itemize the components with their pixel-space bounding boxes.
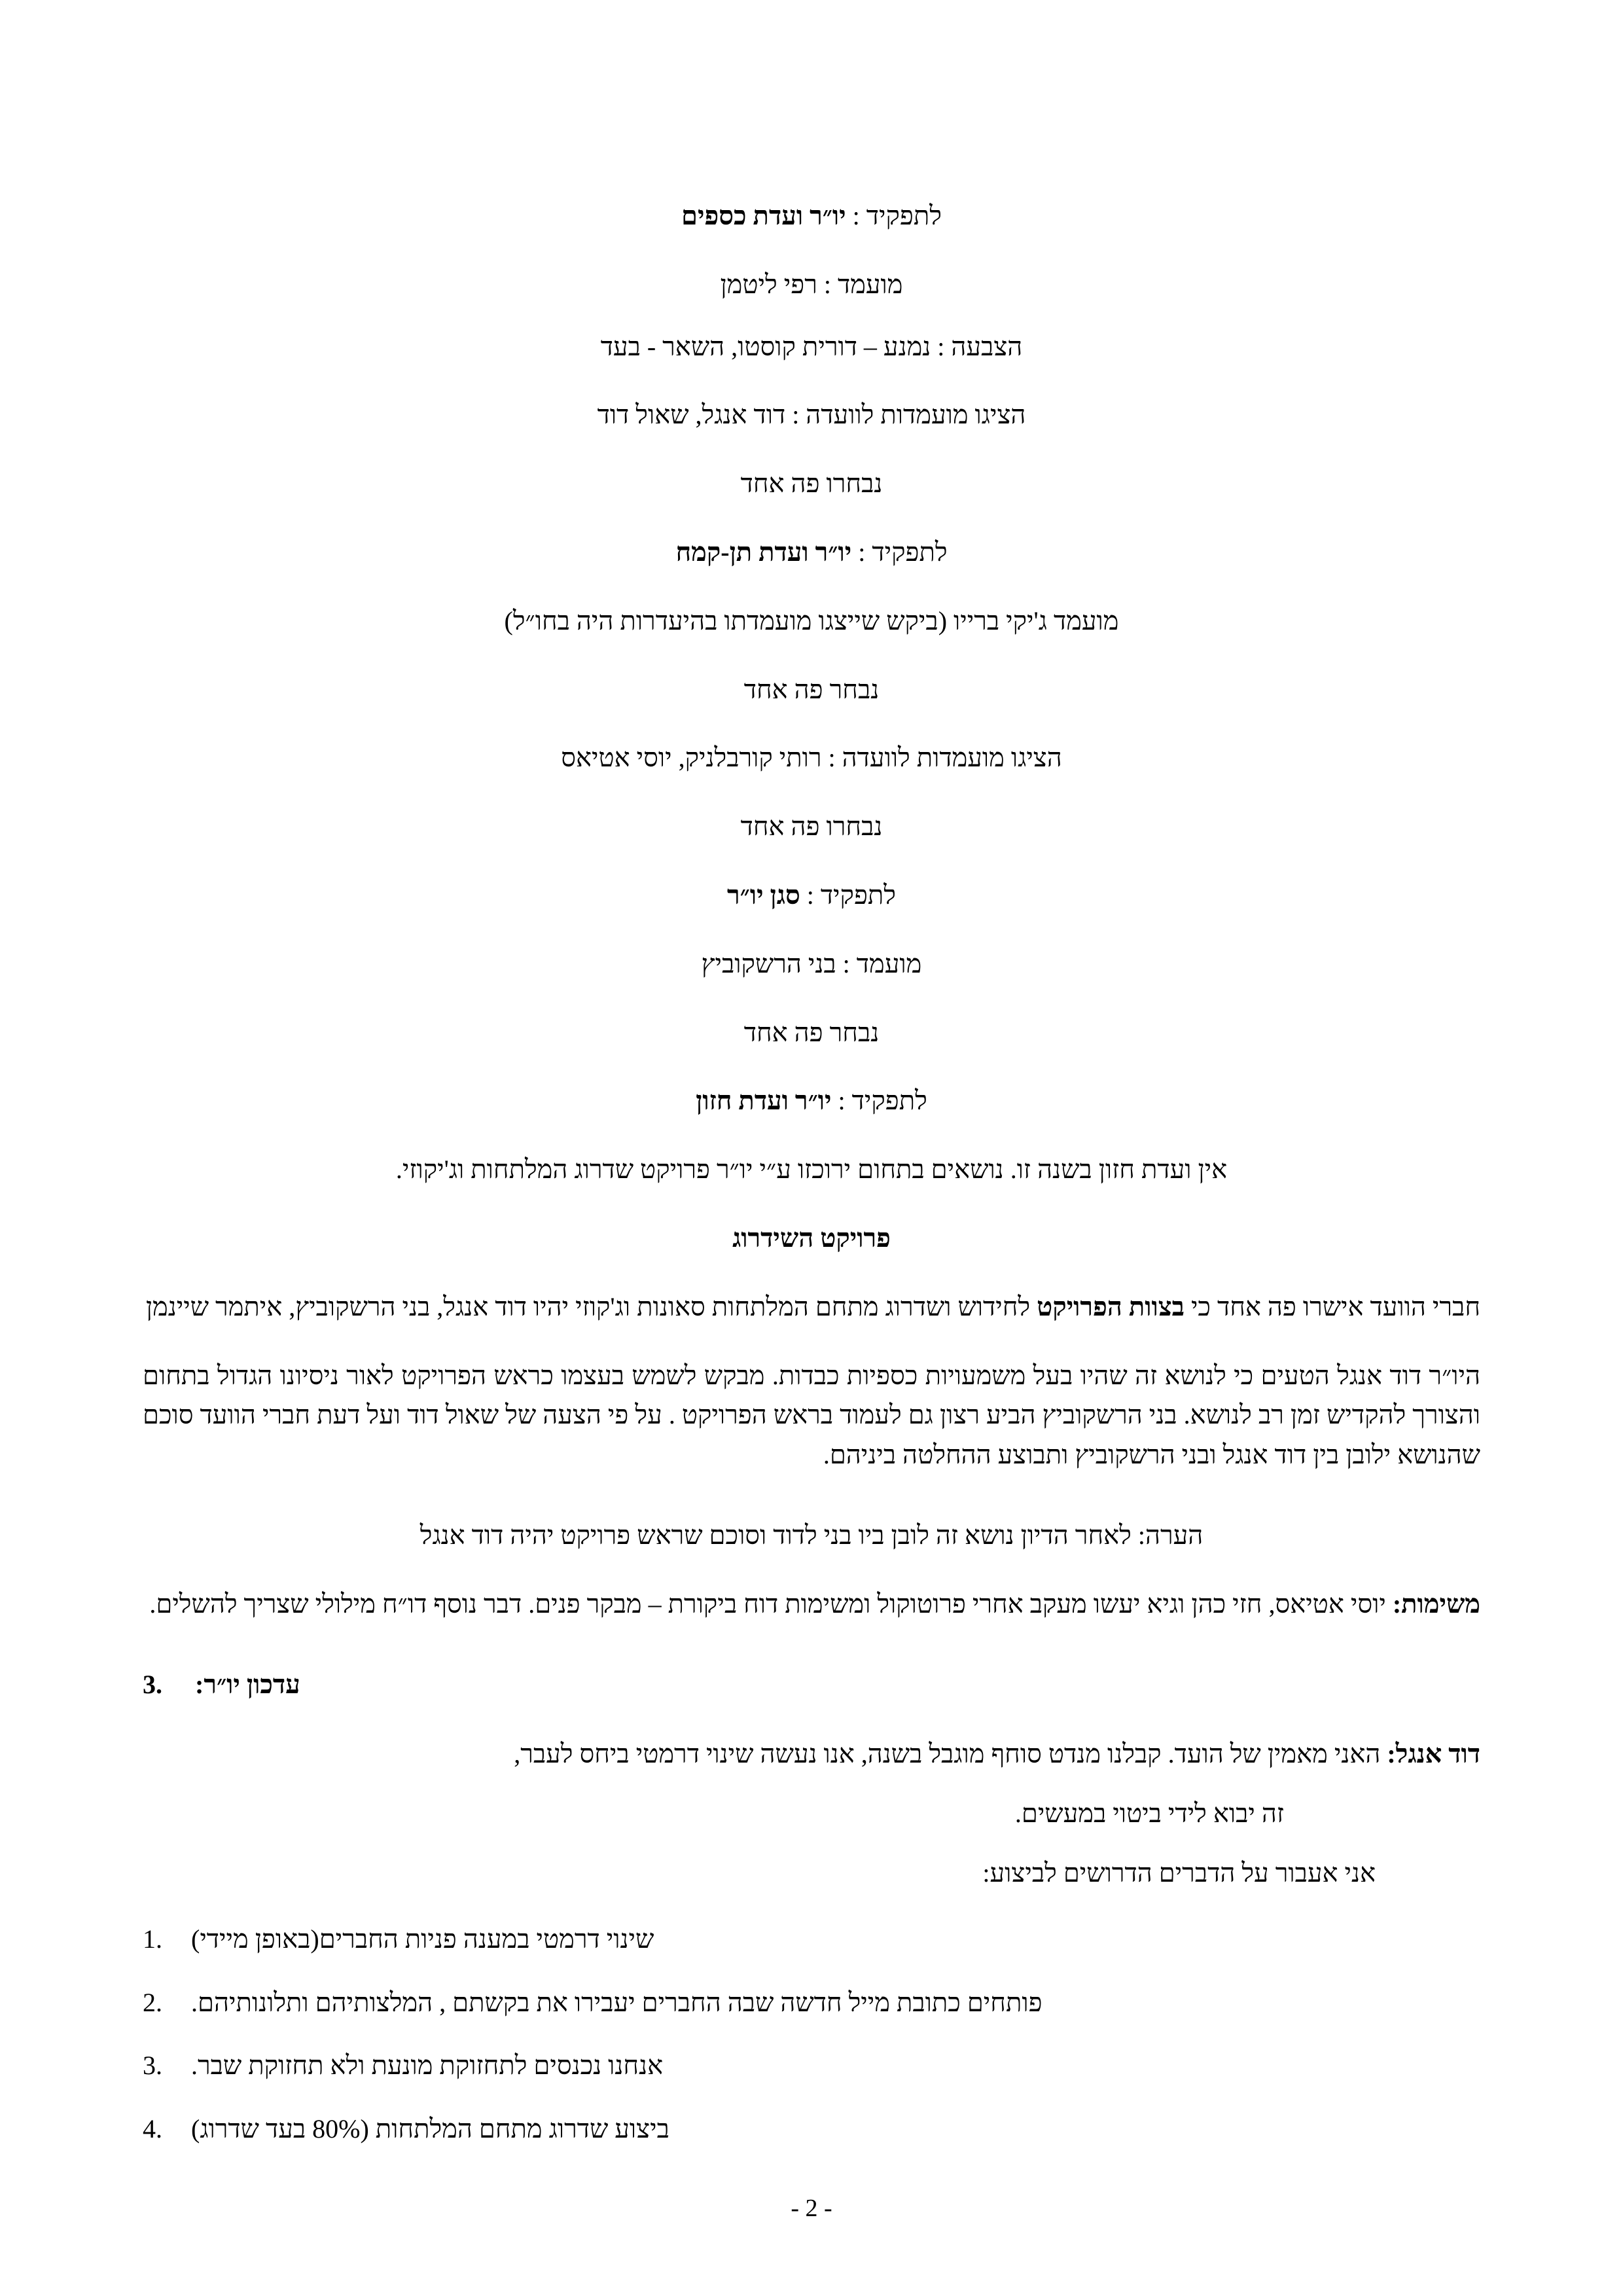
upgrade-p1-before: חברי הוועד אישרו פה אחד כי xyxy=(1184,1291,1480,1321)
finance-role-line xyxy=(143,196,1480,236)
chair-update-speaker-text: האני מאמין של הועד. קבלנו מנדט סוחף מוגבל בשנה, אנו נעשה שינוי דרמטי ביחס לעבר, xyxy=(514,1739,1387,1769)
tenkemach-result-1: נבחר פה אחד xyxy=(743,674,880,704)
tasks-text: יוסי אטיאס, חזי כהן וגיא יעשו מעקב אחרי פרוטוקול ומשימות דוח ביקורת – מבקר פנים. דבר נוסף דו״ח מילולי שצריך להשלים. xyxy=(149,1588,1393,1619)
vision-body: אין ועדת חזון בשנה זו. נושאים בתחום ירוכזו ע״י יו״ר פרויקט שדרוג המלתחות וג'יקוזי. xyxy=(395,1155,1228,1185)
vision-role-line xyxy=(143,1081,1480,1121)
tenkemach-role-label: לתפקיד : xyxy=(851,537,948,567)
upgrade-project-paragraph-1 xyxy=(143,1287,1480,1327)
list-item-marker: 2. xyxy=(143,1987,162,2017)
chair-update-heading xyxy=(143,1665,1480,1705)
deputy-role-label: לתפקיד : xyxy=(800,880,897,910)
list-item xyxy=(143,1983,1428,2023)
tenkemach-result-2: נבחרו פה אחד xyxy=(740,812,883,842)
list-item-marker: 3. xyxy=(143,2051,162,2081)
tenkemach-presenters: הציגו מועמדות לוועדה : רותי קורבלניק, יוסי אטיאס xyxy=(561,743,1062,773)
deputy-candidate: מועמד : בני הרשקוביץ xyxy=(701,948,922,978)
tenkemach-role-name: יו״ר ועדת תן-קמח xyxy=(675,537,852,567)
page-footer: - 2 - xyxy=(791,2195,832,2222)
list-item-text: פותחים כתובת מייל חדשה שבה החברים יעבירו את בקשתם , המלצותיהם ותלונותיהם. xyxy=(191,1987,1043,2017)
page-content xyxy=(143,196,1480,2149)
finance-role-name: יו״ר ועדת כספים xyxy=(681,201,846,230)
deputy-role-line xyxy=(143,876,1480,916)
vision-role-name: יו״ר ועדת חזון xyxy=(696,1086,832,1116)
list-item xyxy=(143,1920,1428,1960)
list-item-marker: 1. xyxy=(143,1924,162,1954)
finance-candidate: מועמד : רפי ליטמן xyxy=(720,269,903,299)
list-item-text: אנחנו נכנסים לתחזוקת מונעת ולא תחזוקת שבר. xyxy=(191,2051,664,2081)
upgrade-project-note: הערה: לאחר הדיון נושא זה לובן ביו בני לדוד וסוכם שראש פרויקט יהיה דוד אנגל xyxy=(419,1520,1204,1550)
finance-presenters: הציגו מועמדות לוועדה : דוד אנגל, שאול דוד xyxy=(597,400,1026,430)
list-item-marker: 4. xyxy=(143,2114,162,2144)
tasks-label: משימות: xyxy=(1392,1588,1480,1619)
chair-update-number: 3. xyxy=(143,1669,162,1699)
tenkemach-candidate: מועמד ג'יקי ברייו (ביקש שייצגו מועמדתו בהיעדרות היה בחו״ל) xyxy=(504,605,1119,636)
list-item-text: ביצוע שדרוג מתחם המלתחות (80% בעד שדרוג) xyxy=(191,2114,669,2144)
upgrade-p1-after: לחידוש ושדרוג מתחם המלתחות סאונות וג'קוזי יהיו דוד אנגל, בני הרשקוביץ, איתמר שיינמן xyxy=(145,1291,1037,1321)
chair-update-list xyxy=(143,1920,1480,2149)
vision-role-label: לתפקיד : xyxy=(831,1086,927,1116)
chair-update-speaker-line xyxy=(143,1734,1480,1774)
deputy-role-name: סגן יו״ר xyxy=(726,880,800,910)
list-item-text: שינוי דרמטי במענה פניות החברים(באופן מיידי) xyxy=(191,1924,654,1954)
upgrade-p1-bold: בצוות הפרויקט xyxy=(1037,1291,1185,1321)
chair-update-line-3: אני אעבור על הדברים הדרושים לביצוע: xyxy=(982,1857,1376,1888)
chair-update-line-2: זה יבוא לידי ביטוי במעשים. xyxy=(1014,1799,1284,1829)
finance-result: נבחרו פה אחד xyxy=(740,469,883,499)
chair-update-title: עדכון יו״ר: xyxy=(195,1669,300,1699)
upgrade-project-paragraph-2: היו״ר דוד אנגל הטעים כי לנושא זה שהיו בעל משמעויות כספיות כבדות. מבקש לשמש בעצמו כראש הפרויקט לאור ניסיונו הגדול בתחום והצורך להקדיש זמן רב לנושא. בני הרשקוביץ הביע רצון גם לעמוד בראש הפרויקט . על פי הצעה של שאול דוד ועל דעת חברי הוועד סוכם שהנושא ילובן בין דוד אנגל ובני הרשקוביץ ותבוצע ההחלטה ביניהם. xyxy=(143,1360,1480,1470)
tenkemach-role-line xyxy=(143,533,1480,573)
list-item xyxy=(143,2109,1428,2149)
finance-role-label: לתפקיד : xyxy=(846,201,942,230)
deputy-result: נבחר פה אחד xyxy=(743,1017,880,1047)
upgrade-project-heading: פרויקט השידרוג xyxy=(732,1223,891,1253)
list-item xyxy=(143,2046,1428,2086)
chair-update-speaker-name: דוד אנגל: xyxy=(1387,1739,1480,1769)
finance-vote: הצבעה : נמנע – דורית קוסטו, השאר - בעד xyxy=(600,331,1023,361)
upgrade-project-tasks xyxy=(143,1585,1480,1624)
